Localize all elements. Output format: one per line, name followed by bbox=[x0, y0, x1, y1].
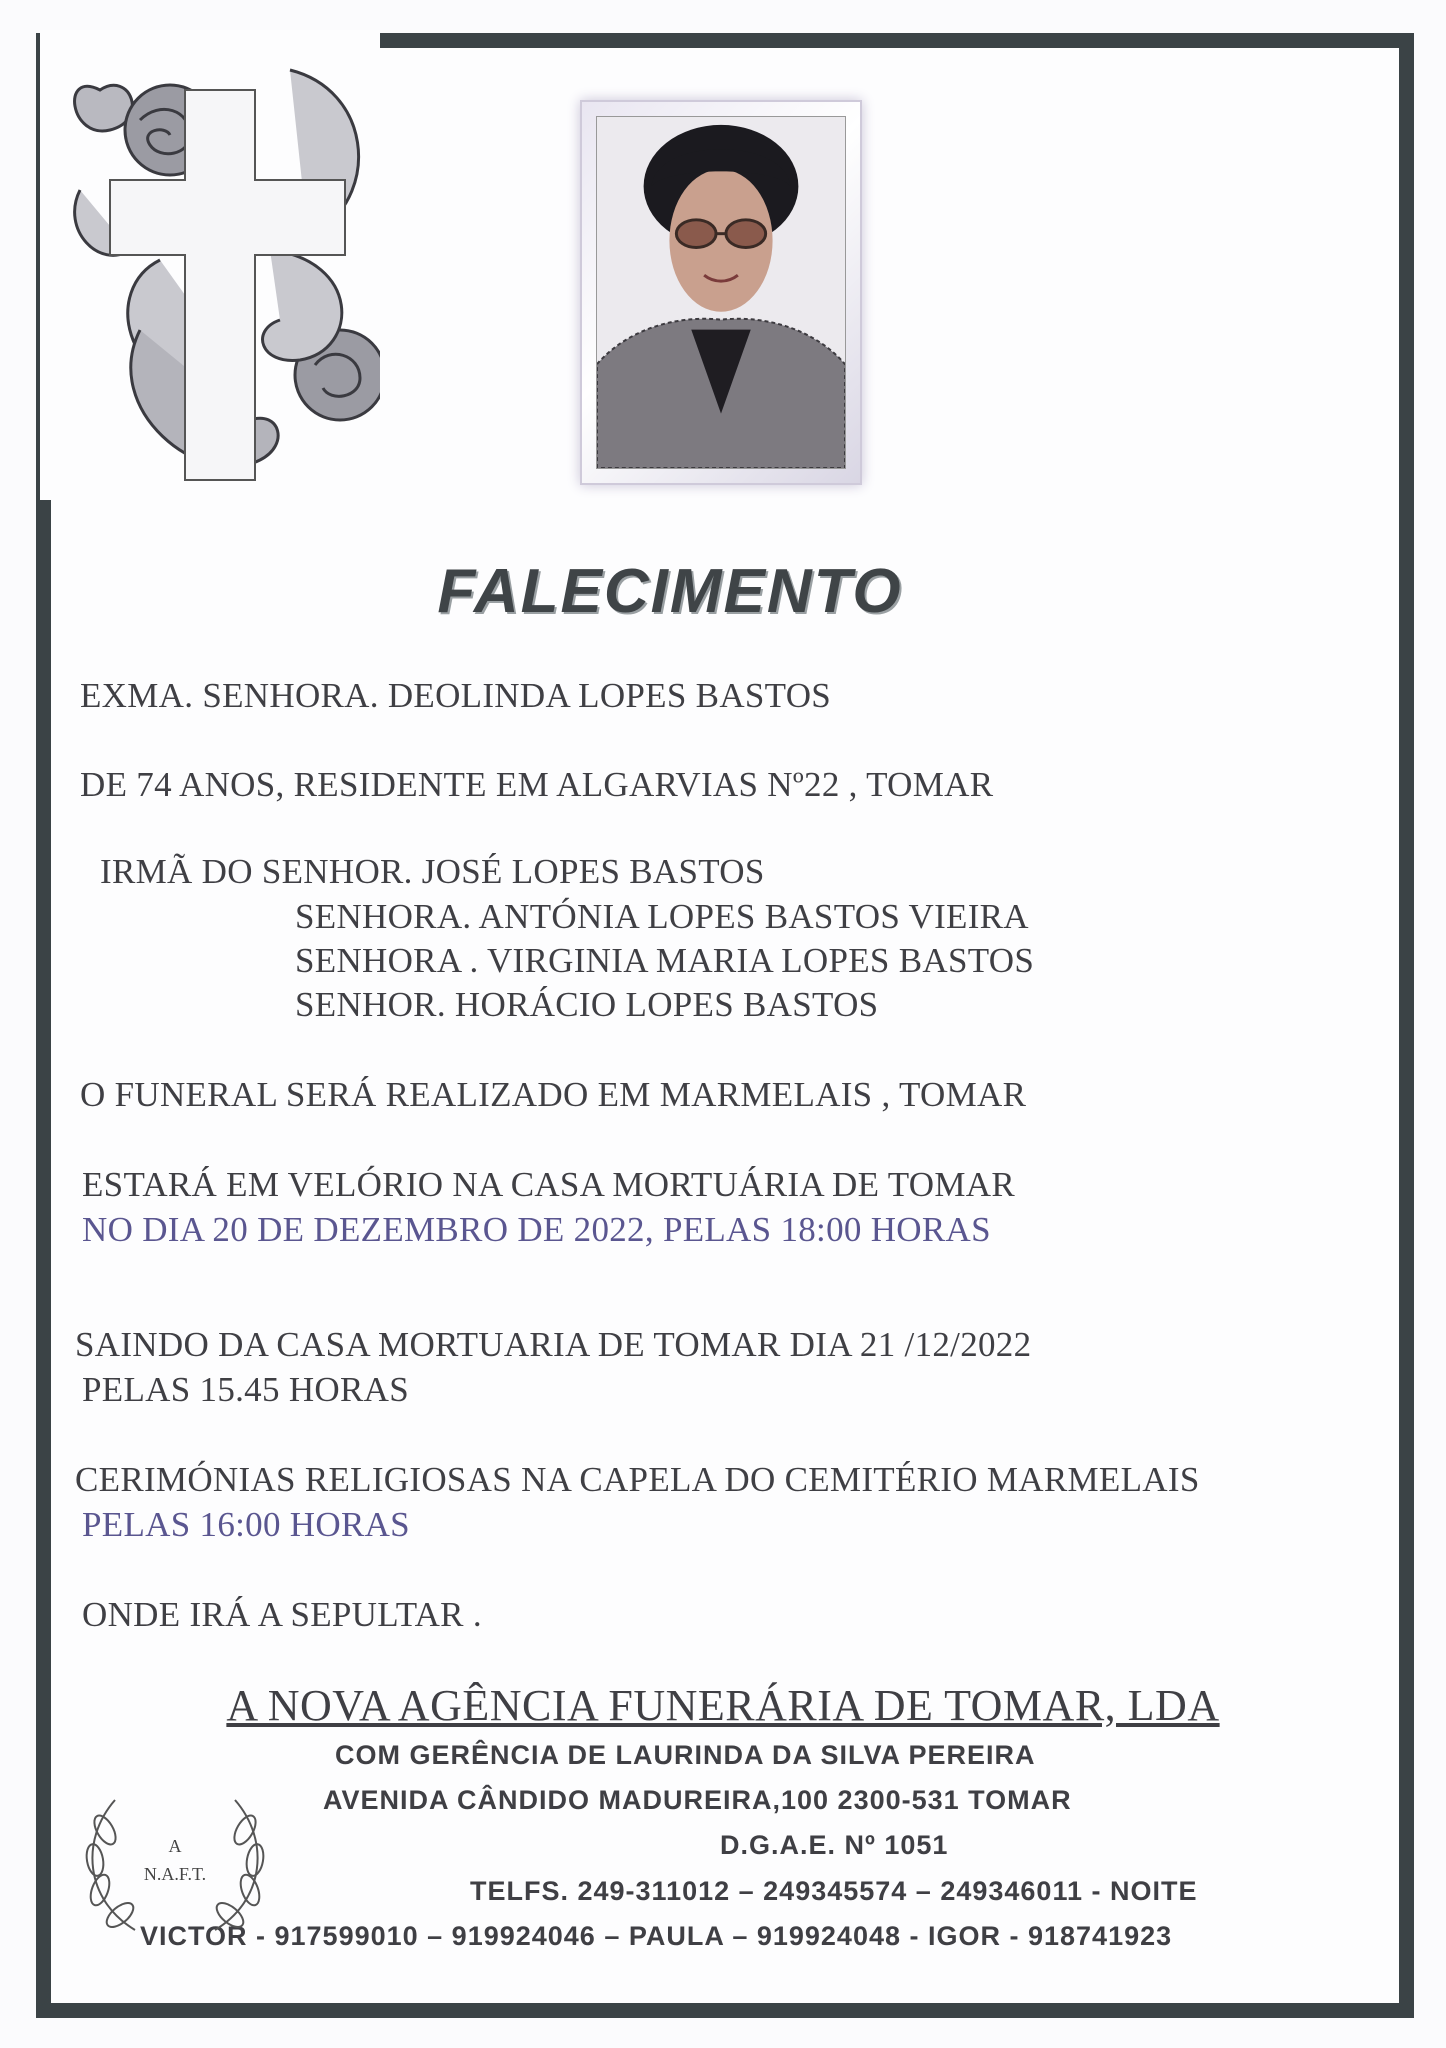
agency-license: D.G.A.E. Nº 1051 bbox=[720, 1830, 949, 1860]
age-residence: DE 74 ANOS, RESIDENTE EM ALGARVIAS Nº22 , TOMAR bbox=[80, 765, 994, 804]
wake-location: ESTARÁ EM VELÓRIO NA CASA MORTUÁRIA DE TOMAR bbox=[82, 1165, 1015, 1204]
ceremony-info: CERIMÓNIAS RELIGIOSAS NA CAPELA DO CEMITÉRIO MARMELAIS bbox=[75, 1460, 1200, 1499]
logo-letter: A bbox=[168, 1836, 182, 1856]
agency-contacts: VICTOR - 917599010 – 919924046 – PAULA – 919924048 - IGOR - 918741923 bbox=[140, 1921, 1173, 1951]
wake-date: NO DIA 20 DE DEZEMBRO DE 2022, PELAS 18:00 HORAS bbox=[82, 1210, 991, 1249]
naft-laurel-logo bbox=[75, 1790, 275, 1940]
departure-info: SAINDO DA CASA MORTUARIA DE TOMAR DIA 21 /12/2022 bbox=[75, 1325, 1032, 1364]
logo-text: N.A.F.T. bbox=[143, 1864, 207, 1884]
ceremony-time: PELAS 16:00 HORAS bbox=[82, 1505, 410, 1544]
sibling-line: IRMÃ DO SENHOR. JOSÉ LOPES BASTOS bbox=[100, 852, 765, 891]
agency-address: AVENIDA CÂNDIDO MADUREIRA,100 2300-531 TOMAR bbox=[323, 1785, 1072, 1815]
funeral-location: O FUNERAL SERÁ REALIZADO EM MARMELAIS , TOMAR bbox=[80, 1075, 1027, 1114]
deceased-name: EXMA. SENHORA. DEOLINDA LOPES BASTOS bbox=[80, 676, 832, 715]
sibling-line: SENHORA . VIRGINIA MARIA LOPES BASTOS bbox=[295, 941, 1035, 980]
departure-time: PELAS 15.45 HORAS bbox=[82, 1370, 409, 1409]
burial-info: ONDE IRÁ A SEPULTAR . bbox=[82, 1595, 482, 1634]
portrait-photo bbox=[596, 116, 846, 469]
agency-management: COM GERÊNCIA DE LAURINDA DA SILVA PEREIRA bbox=[335, 1740, 1036, 1770]
agency-phones: TELFS. 249-311012 – 249345574 – 249346011 - NOITE bbox=[470, 1876, 1198, 1906]
portrait-frame bbox=[580, 100, 862, 485]
page-title: FALECIMENTO bbox=[437, 557, 903, 626]
agency-name: A NOVA AGÊNCIA FUNERÁRIA DE TOMAR, LDA bbox=[226, 1681, 1220, 1730]
sibling-line: SENHORA. ANTÓNIA LOPES BASTOS VIEIRA bbox=[295, 897, 1029, 936]
cross-ornament-icon bbox=[40, 30, 380, 500]
sibling-line: SENHOR. HORÁCIO LOPES BASTOS bbox=[295, 985, 879, 1024]
